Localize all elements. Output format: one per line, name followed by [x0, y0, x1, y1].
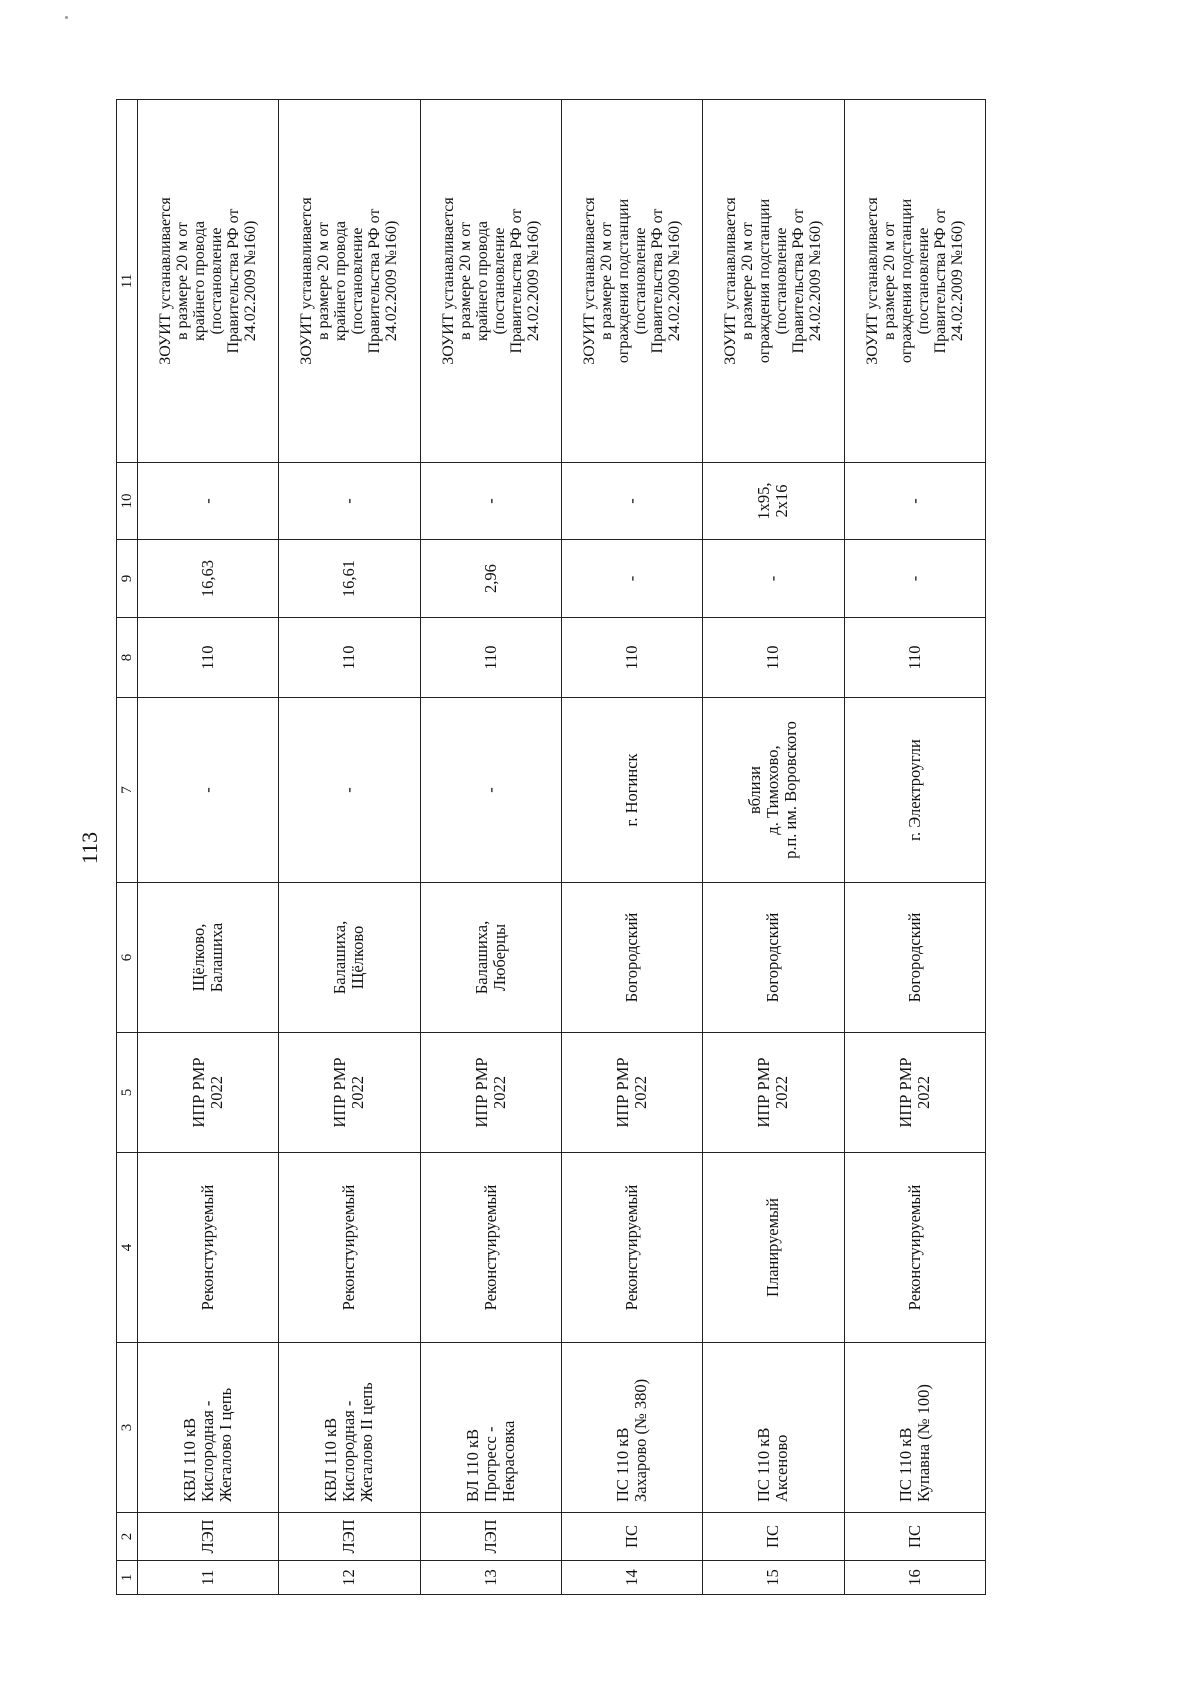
district: Балашиха, Щёлково [279, 883, 420, 1033]
length: 2,96 [420, 540, 561, 618]
power: - [420, 463, 561, 540]
object-type: ЛЭП [279, 1513, 420, 1561]
col-number: 9 [117, 540, 138, 618]
voltage: 110 [844, 618, 985, 698]
object-name: ПС 110 кВ Захарово (№ 380) [561, 1343, 702, 1513]
row-number: 15 [703, 1561, 844, 1595]
table-row [279, 100, 420, 1595]
object-type: ПС [561, 1513, 702, 1561]
length: 16,63 [138, 540, 279, 618]
col-number: 10 [117, 463, 138, 540]
zone-note: ЗОУИТ устанавливается в размере 20 м от крайнего провода (постановление Правительства РФ от 24.02.2009 №160) [420, 100, 561, 463]
row-number: 14 [561, 1561, 702, 1595]
col-number: 11 [117, 100, 138, 463]
object-type: ПС [703, 1513, 844, 1561]
objects-table [116, 99, 986, 1595]
object-status: Реконстуируемый [561, 1153, 702, 1343]
voltage: 110 [420, 618, 561, 698]
object-name: КВЛ 110 кВ Кислородная - Жегалово I цепь [138, 1343, 279, 1513]
zone-note: ЗОУИТ устанавливается в размере 20 м от крайнего провода (постановление Правительства РФ от 24.02.2009 №160) [138, 100, 279, 463]
col-number: 8 [117, 618, 138, 698]
program: ИПР РМР 2022 [138, 1033, 279, 1153]
length: - [844, 540, 985, 618]
col-number: 1 [117, 1561, 138, 1595]
zone-note: ЗОУИТ устанавливается в размере 20 м от крайнего провода (постановление Правительства РФ от 24.02.2009 №160) [279, 100, 420, 463]
column-number-row [117, 100, 138, 1595]
object-name: ПС 110 кВ Аксеново [703, 1343, 844, 1513]
voltage: 110 [279, 618, 420, 698]
object-name: КВЛ 110 кВ Кислородная - Жегалово II цепь [279, 1343, 420, 1513]
row-number: 11 [138, 1561, 279, 1595]
voltage: 110 [561, 618, 702, 698]
program: ИПР РМР 2022 [561, 1033, 702, 1153]
col-number: 2 [117, 1513, 138, 1561]
object-name: ВЛ 110 кВ Прогресс - Некрасовка [420, 1343, 561, 1513]
zone-note: ЗОУИТ устанавливается в размере 20 м от ограждения подстанции (постановление Правительства РФ от 24.02.2009 №160) [844, 100, 985, 463]
col-number: 3 [117, 1343, 138, 1513]
program: ИПР РМР 2022 [703, 1033, 844, 1153]
row-number: 12 [279, 1561, 420, 1595]
length: - [703, 540, 844, 618]
table-row [420, 100, 561, 1595]
voltage: 110 [703, 618, 844, 698]
col-number: 7 [117, 698, 138, 883]
power: - [138, 463, 279, 540]
district: Щёлково, Балашиха [138, 883, 279, 1033]
table-row [138, 100, 279, 1595]
object-status: Планируемый [703, 1153, 844, 1343]
scan-speck [65, 16, 68, 19]
location: г. Ногинск [561, 698, 702, 883]
object-type: ЛЭП [420, 1513, 561, 1561]
program: ИПР РМР 2022 [420, 1033, 561, 1153]
district: Богородский [844, 883, 985, 1033]
table-row [703, 100, 844, 1595]
col-number: 6 [117, 883, 138, 1033]
district: Богородский [561, 883, 702, 1033]
object-type: ПС [844, 1513, 985, 1561]
district: Богородский [703, 883, 844, 1033]
objects-table-wrapper [116, 100, 986, 1595]
district: Балашиха, Люберцы [420, 883, 561, 1033]
power: - [561, 463, 702, 540]
object-status: Реконстуируемый [279, 1153, 420, 1343]
object-name: ПС 110 кВ Купавна (№ 100) [844, 1343, 985, 1513]
table-row [844, 100, 985, 1595]
power: 1x95, 2x16 [703, 463, 844, 540]
program: ИПР РМР 2022 [844, 1033, 985, 1153]
location: - [279, 698, 420, 883]
object-status: Реконстуируемый [844, 1153, 985, 1343]
length: 16,61 [279, 540, 420, 618]
page-number: 113 [77, 831, 102, 865]
voltage: 110 [138, 618, 279, 698]
location: г. Электроугли [844, 698, 985, 883]
col-number: 5 [117, 1033, 138, 1153]
col-number: 4 [117, 1153, 138, 1343]
location: - [138, 698, 279, 883]
object-status: Реконстуируемый [138, 1153, 279, 1343]
location: вблизи д. Тимохово, р.п. им. Воровского [703, 698, 844, 883]
zone-note: ЗОУИТ устанавливается в размере 20 м от ограждения подстанции (постановление Правительства РФ от 24.02.2009 №160) [703, 100, 844, 463]
zone-note: ЗОУИТ устанавливается в размере 20 м от ограждения подстанции (постановление Правительства РФ от 24.02.2009 №160) [561, 100, 702, 463]
location: - [420, 698, 561, 883]
row-number: 13 [420, 1561, 561, 1595]
power: - [844, 463, 985, 540]
program: ИПР РМР 2022 [279, 1033, 420, 1153]
row-number: 16 [844, 1561, 985, 1595]
object-type: ЛЭП [138, 1513, 279, 1561]
power: - [279, 463, 420, 540]
object-status: Реконстуируемый [420, 1153, 561, 1343]
length: - [561, 540, 702, 618]
table-row [561, 100, 702, 1595]
